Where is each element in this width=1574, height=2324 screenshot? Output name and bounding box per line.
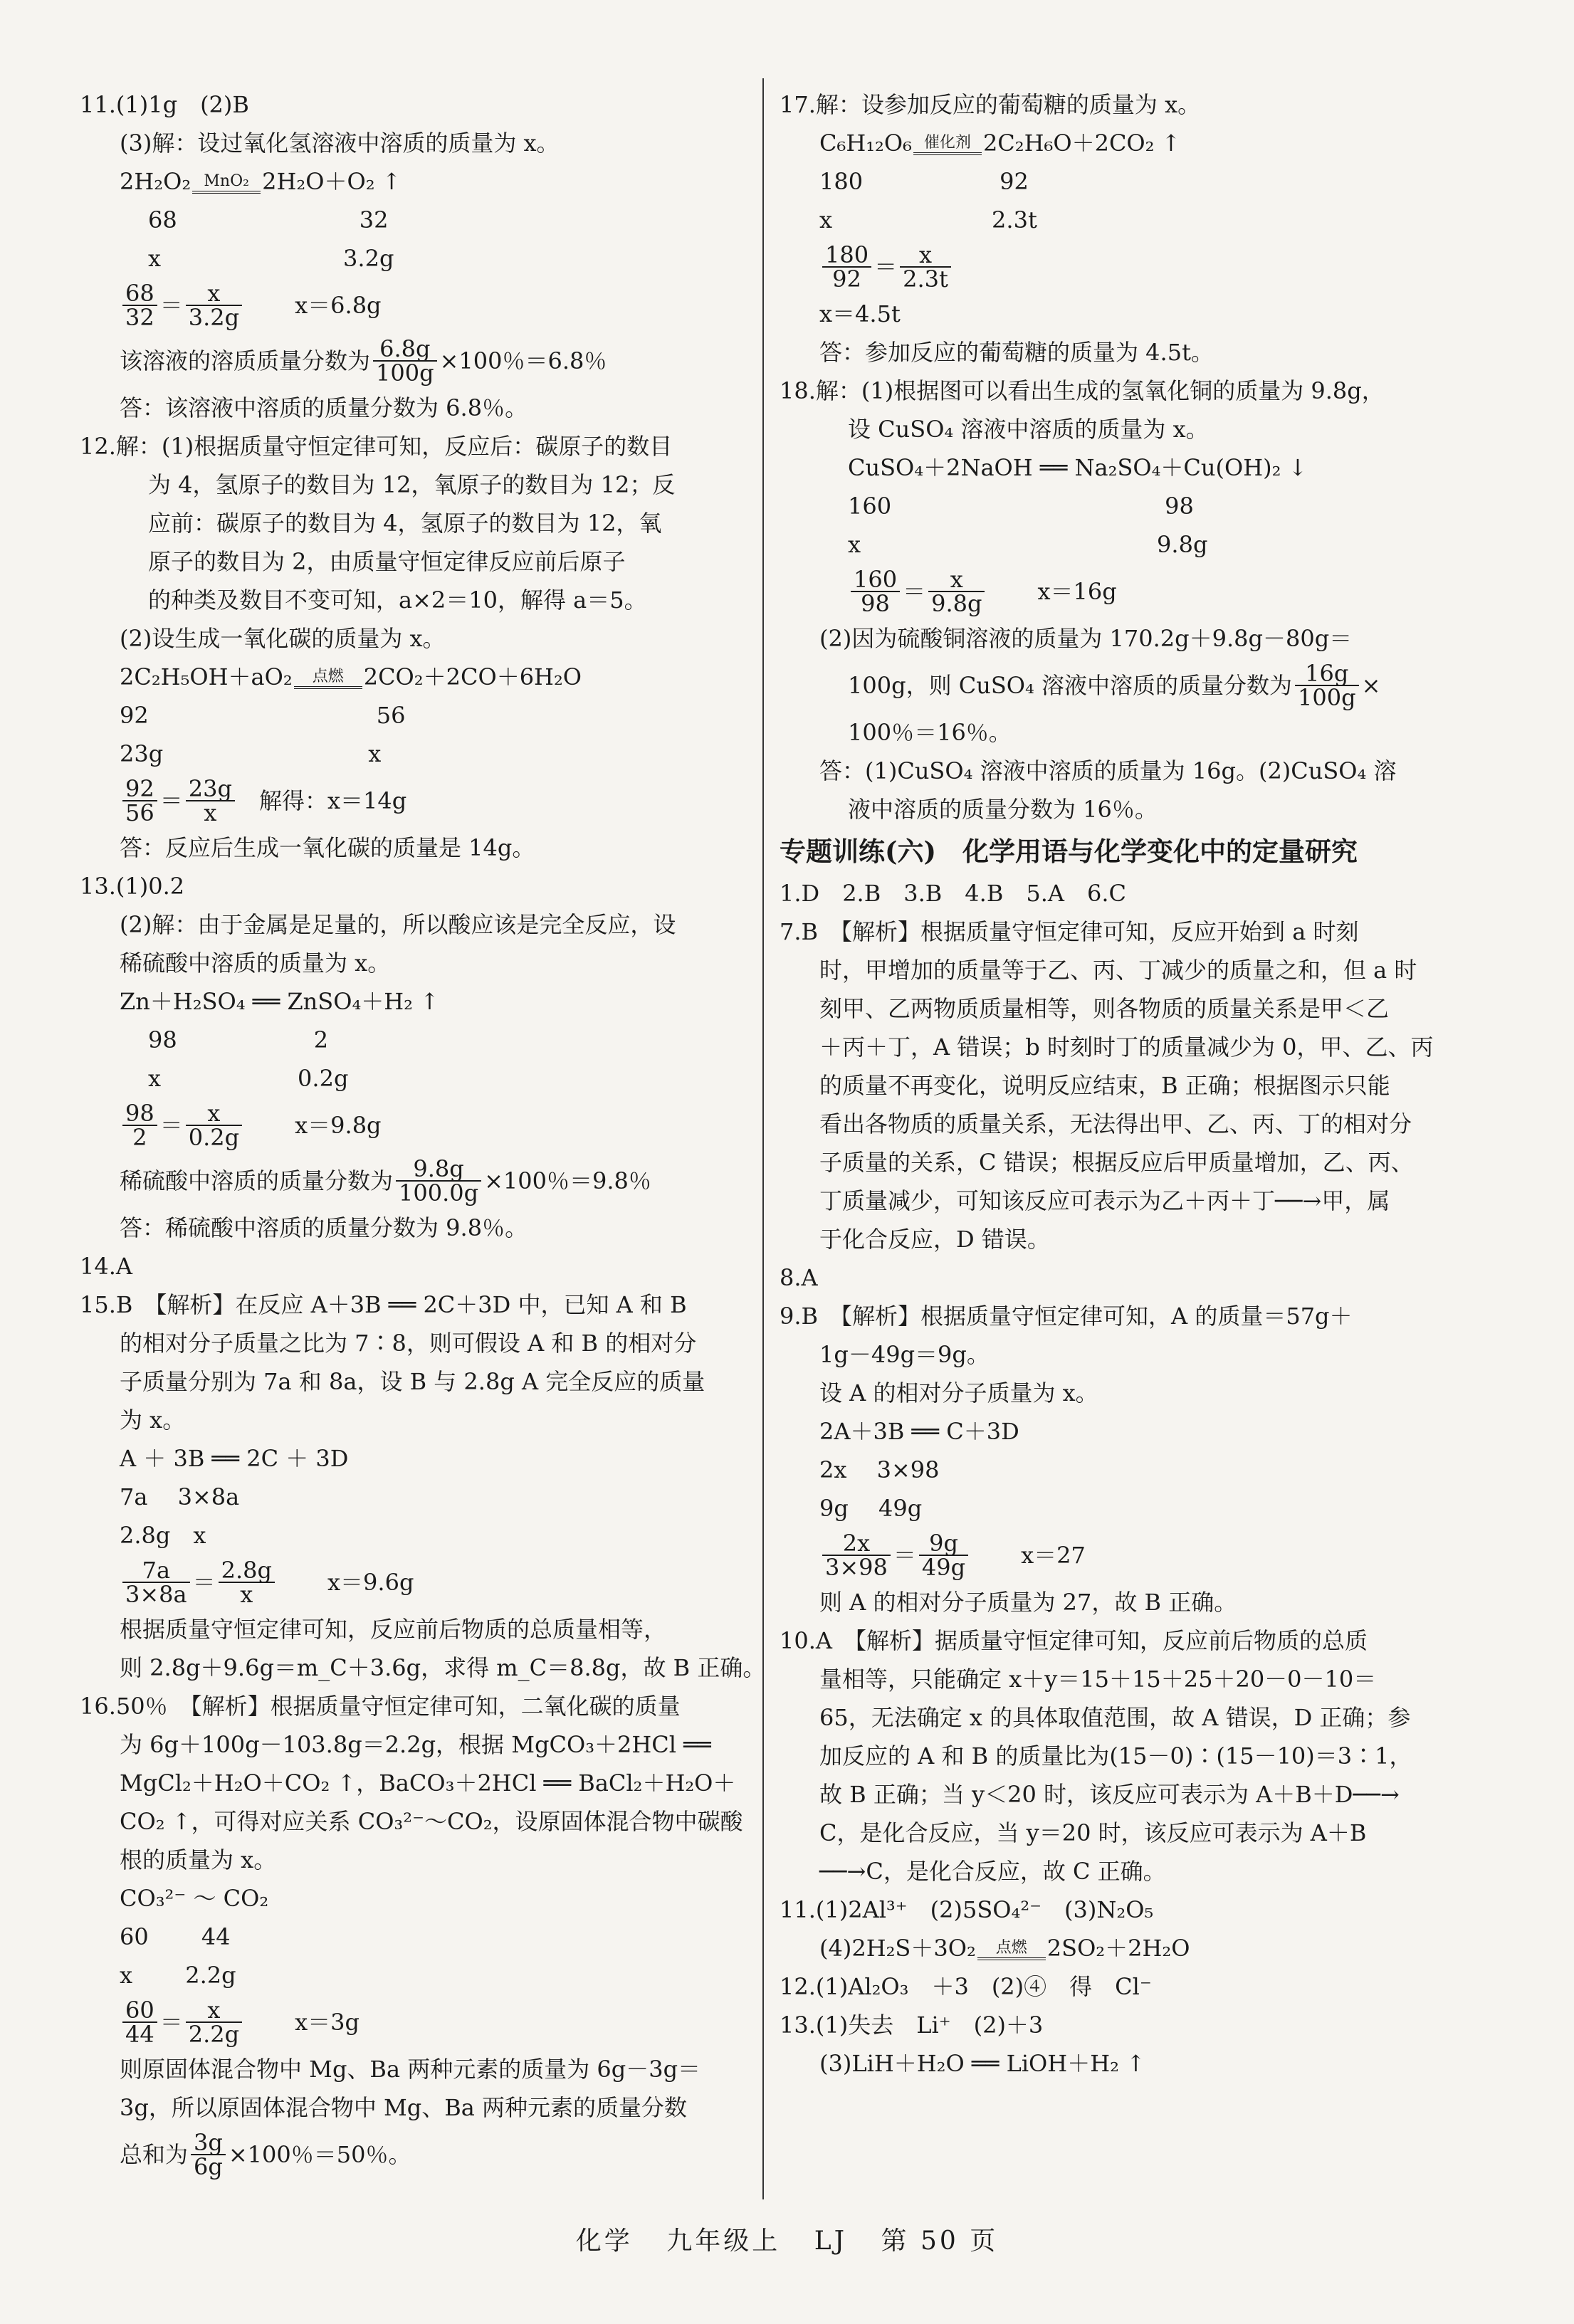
a10-line7: ──→C，是化合反应，故 C 正确。	[819, 1858, 1166, 1885]
a9-mass-row2: 9g 49g	[819, 1495, 923, 1522]
q12-eq-condition: 点燃	[312, 667, 344, 685]
q15-line5: 根据质量守恒定律可知，反应前后物质的总质量相等，	[120, 1616, 667, 1643]
q15-result: x＝9.6g	[327, 1569, 414, 1596]
q15-line3: 子质量分别为 7a 和 8a，设 B 与 2.8g A 完全反应的质量	[120, 1368, 705, 1395]
a9-result: x＝27	[1021, 1542, 1086, 1569]
q11-eq-right: 2H₂O＋O₂ ↑	[262, 168, 402, 195]
q18-conc-times: ×	[1361, 672, 1381, 699]
q12-line5: 的种类及数目不变可知，a×2＝10，解得 a＝5。	[148, 587, 647, 614]
q16-line3: MgCl₂＋H₂O＋CO₂ ↑，BaCO₃＋2HCl ══ BaCl₂＋H₂O＋	[120, 1770, 736, 1797]
q16-total-den: 6g	[194, 2153, 223, 2180]
q15-line4: 为 x。	[120, 1407, 186, 1434]
right-column	[780, 85, 1495, 2083]
q11-frac-den2: 3.2g	[188, 304, 240, 331]
a7-line6: 看出各物质的质量关系，无法得出甲、乙、丙、丁的相对分	[819, 1110, 1412, 1137]
q17-proportion: $\frac{180}{92}$ ＝ $\frac{x}{2.3t}$	[780, 239, 1495, 295]
q16-result: x＝3g	[295, 2009, 360, 2036]
q18-concentration	[780, 658, 1495, 713]
a9-equation: 2A＋3B ══ C＋3D	[819, 1418, 1019, 1445]
a7-line3: 刻甲、乙两物质质量相等，则各物质的质量关系是甲＜乙	[819, 995, 1390, 1022]
q16-proportion: $\frac{60}{44}$ ＝ $\frac{x}{2.2g}$ x＝3g	[80, 1994, 756, 2050]
q11-mass-row2: x 3.2g	[148, 245, 394, 272]
q12-frac-den2: x	[204, 799, 217, 826]
q11-result: x＝6.8g	[295, 292, 382, 319]
q15-equation: A ＋ 3B ══ 2C ＋ 3D	[120, 1445, 349, 1472]
q17-conclusion: 答：参加反应的葡萄糖的质量为 4.5t。	[819, 339, 1214, 366]
q13-conc-result: ×100％＝9.8％	[484, 1167, 651, 1194]
q16-line7: 3g，所以原固体混合物中 Mg、Ba 两种元素的质量分数	[120, 2094, 688, 2121]
a9-line1: 9.B 【解析】根据质量守恒定律可知，A 的质量＝57g＋	[780, 1303, 1353, 1330]
a8-answer: 8.A	[780, 1264, 818, 1291]
a9-line2: 1g－49g＝9g。	[819, 1341, 990, 1368]
a7-line8: 丁质量减少，可知该反应可表示为乙＋丙＋丁──→甲，属	[819, 1187, 1390, 1214]
footer-subject: 化学	[575, 2226, 633, 2256]
q11-catalyst-arrow	[192, 174, 261, 194]
q13-line3: 稀硫酸中溶质的质量为 x。	[120, 950, 391, 977]
q18-line6: 液中溶质的质量分数为 16％。	[848, 796, 1158, 823]
q17-mass-row1: 180 92	[819, 168, 1029, 195]
q13-conclusion: 答：稀硫酸中溶质的质量分数为 9.8％。	[120, 1214, 528, 1241]
q11-conc-num: 6.8g	[373, 337, 437, 362]
q17-frac-num2: x	[900, 243, 951, 268]
q16-total-result: ×100％＝50％。	[228, 2141, 411, 2168]
q13-equation: Zn＋H₂SO₄ ══ ZnSO₄＋H₂ ↑	[120, 988, 439, 1015]
q16-relation: CO₃²⁻ ～ CO₂	[120, 1885, 269, 1912]
q13-mass-row1: 98 2	[148, 1026, 329, 1053]
section-heading: 专题训练(六) 化学用语与化学变化中的定量研究	[780, 836, 1358, 867]
q11-conc-den: 100g	[376, 359, 434, 387]
q14-answer: 14.A	[80, 1253, 132, 1280]
footer-page-number: 第 50 页	[881, 2226, 999, 2256]
q12-frac-num2: 23g	[186, 777, 235, 801]
q13-mass-row2: x 0.2g	[148, 1065, 349, 1092]
q18-equation: CuSO₄＋2NaOH ══ Na₂SO₄＋Cu(OH)₂ ↓	[848, 454, 1308, 481]
q16-line4: CO₂ ↑，可得对应关系 CO₃²⁻～CO₂，设原固体混合物中碳酸	[120, 1808, 743, 1835]
q11-equation	[80, 162, 756, 201]
q11-frac-den: 32	[125, 304, 154, 331]
q12-line6: (2)设生成一氧化碳的质量为 x。	[120, 625, 446, 652]
q18-line2: 设 CuSO₄ 溶液中溶质的质量为 x。	[848, 416, 1209, 443]
q13-concentration	[80, 1153, 756, 1209]
q15-proportion: $\frac{7a}{3\times 8a}$ ＝ $\frac{2.8g}{x}$ x＝9.6g	[80, 1555, 756, 1610]
a9-frac-num: 2x	[822, 1532, 891, 1556]
q12-mass-row2: 23g x	[120, 740, 382, 767]
q12-line4: 原子的数目为 2，由质量守恒定律反应前后原子	[148, 548, 626, 575]
q12-frac-den: 56	[125, 799, 154, 826]
q12-mass-row1: 92 56	[120, 702, 406, 729]
q18-frac-num: 160	[851, 568, 900, 592]
q15-mass-row1: 7a 3×8a	[120, 1483, 240, 1510]
q17-catalyst-arrow	[913, 135, 982, 155]
q18-conc-num: 16g	[1295, 662, 1359, 686]
a10-line2: 量相等，只能确定 x＋y＝15＋15＋25＋20－0－10＝	[819, 1666, 1377, 1693]
q13-proportion: $\frac{98}{2}$ ＝ $\frac{x}{0.2g}$ x＝9.8g	[80, 1098, 756, 1153]
a7-line5: 的质量不再变化，说明反应结束，B 正确；根据图示只能	[819, 1072, 1390, 1099]
a12-answer: 12.(1)Al₂O₃ ＋3 (2)④ 得 Cl⁻	[780, 1973, 1152, 2000]
q17-frac-den: 92	[832, 265, 861, 293]
q16-mass-row1: 60 44	[120, 1923, 231, 1950]
q16-total-text: 总和为	[120, 2141, 189, 2168]
q15-frac-num: 7a	[122, 1559, 190, 1583]
q11-proportion: $\frac{68}{32}$ ＝ $\frac{x}{3.2g}$ x＝6.8g	[80, 278, 756, 333]
q15-frac-den2: x	[240, 1581, 253, 1608]
a9-frac-den2: 49g	[921, 1554, 966, 1581]
a9-line4: 则 A 的相对分子质量为 27，故 B 正确。	[819, 1589, 1237, 1616]
q12-result: 解得：x＝14g	[258, 787, 407, 814]
a11-condition-arrow	[977, 1940, 1046, 1960]
q12-condition-arrow	[294, 669, 362, 689]
q12-line1: 12.解：(1)根据质量守恒定律可知，反应后：碳原子的数目	[80, 433, 673, 460]
q15-frac-num2: 2.8g	[219, 1559, 275, 1583]
q11-concentration	[80, 333, 756, 389]
a7-line7: 子质量的关系，C 错误；根据反应后甲质量增加，乙、丙、	[819, 1149, 1414, 1176]
q17-frac-num: 180	[822, 243, 871, 268]
q12-eq-right: 2CO₂＋2CO＋6H₂O	[363, 663, 582, 690]
q13-frac-num2: x	[186, 1102, 242, 1126]
q18-proportion: $\frac{160}{98}$ ＝ $\frac{x}{9.8g}$ x＝16g	[780, 564, 1495, 619]
q13-frac-num: 98	[122, 1102, 157, 1126]
q13-line2: (2)解：由于金属是足量的，所以酸应该是完全反应，设	[120, 911, 676, 938]
q12-proportion: $\frac{92}{56}$ ＝ $\frac{23g}{x}$ 解得：x＝14g	[80, 773, 756, 829]
a11-line1: 11.(1)2Al³⁺ (2)5SO₄²⁻ (3)N₂O₅	[780, 1896, 1154, 1923]
q16-line5: 根的质量为 x。	[120, 1846, 277, 1873]
a10-line3: 65，无法确定 x 的具体取值范围，故 A 错误，D 正确；参	[819, 1704, 1411, 1731]
q18-line1: 18.解：(1)根据图可以看出生成的氢氧化铜的质量为 9.8g，	[780, 377, 1385, 404]
q12-line2: 为 4，氢原子的数目为 12，氧原子的数目为 12；反	[148, 471, 676, 498]
a9-line3: 设 A 的相对分子质量为 x。	[819, 1379, 1098, 1407]
q16-total-num: 3g	[191, 2131, 226, 2155]
q11-conc-result: ×100％＝6.8％	[439, 347, 607, 374]
q12-conclusion: 答：反应后生成一氧化碳的质量是 14g。	[120, 834, 535, 861]
left-column	[80, 85, 766, 2182]
q11-conc-text: 该溶液的溶质质量分数为	[120, 347, 371, 374]
q18-frac-num2: x	[928, 568, 985, 592]
a9-mass-row1: 2x 3×98	[819, 1456, 940, 1483]
a7-line4: ＋丙＋丁，A 错误；b 时刻时丁的质量减少为 0，甲、乙、丙	[819, 1034, 1434, 1061]
a11-equation	[780, 1929, 1495, 1967]
q11-eq-left: 2H₂O₂	[120, 168, 191, 195]
a7-line1: 7.B 【解析】根据质量守恒定律可知，反应开始到 a 时刻	[780, 918, 1359, 945]
q16-frac-den: 44	[125, 2021, 154, 2048]
q15-line2: 的相对分子质量之比为 7∶8，则可假设 A 和 B 的相对分	[120, 1330, 697, 1357]
q11-frac-num2: x	[186, 282, 242, 306]
q18-frac-den2: 9.8g	[931, 590, 982, 617]
q13-frac-den: 2	[132, 1124, 147, 1151]
q15-line6: 则 2.8g＋9.6g＝m_C＋3.6g，求得 m_C＝8.8g，故 B 正确。	[120, 1654, 766, 1681]
a11-eq-right: 2SO₂＋2H₂O	[1046, 1935, 1190, 1962]
q11-frac-num: 68	[122, 282, 157, 306]
a7-line9: 于化合反应，D 错误。	[819, 1226, 1050, 1253]
q16-frac-den2: 2.2g	[188, 2021, 240, 2048]
q12-equation	[80, 658, 756, 696]
a13-line2: (3)LiH＋H₂O ══ LiOH＋H₂ ↑	[819, 2050, 1145, 2077]
q11-eq-catalyst: MnO₂	[204, 172, 249, 190]
q18-result: x＝16g	[1037, 578, 1117, 605]
q13-conc-text: 稀硫酸中溶质的质量分数为	[120, 1167, 394, 1194]
q17-eq-catalyst: 催化剂	[923, 133, 971, 152]
q11-answer: 11.(1)1g (2)B	[80, 91, 249, 118]
a9-frac-den: 3×98	[825, 1554, 888, 1581]
q11-mass-row1: 68 32	[148, 206, 389, 233]
q16-line1: 16.50％ 【解析】根据质量守恒定律可知，二氧化碳的质量	[80, 1693, 681, 1720]
q18-line5: 答：(1)CuSO₄ 溶液中溶质的质量为 16g。(2)CuSO₄ 溶	[819, 757, 1397, 784]
q13-conc-den: 100.0g	[399, 1179, 479, 1206]
q15-mass-row2: 2.8g x	[120, 1522, 206, 1549]
q16-line2: 为 6g＋100g－103.8g＝2.2g，根据 MgCO₃＋2HCl ══	[120, 1731, 711, 1758]
q12-eq-left: 2C₂H₅OH＋aO₂	[120, 663, 293, 690]
q11-conclusion: 答：该溶液中溶质的质量分数为 6.8％。	[120, 394, 528, 421]
answers-1-6: 1.D 2.B 3.B 4.B 5.A 6.C	[780, 880, 1126, 907]
page-footer	[0, 2221, 1574, 2257]
q16-mass-row2: x 2.2g	[120, 1962, 236, 1989]
q17-equation	[780, 124, 1495, 162]
q15-frac-den: 3×8a	[125, 1581, 187, 1608]
q18-frac-den: 98	[861, 590, 890, 617]
a10-line1: 10.A 【解析】据质量守恒定律可知，反应前后物质的总质	[780, 1627, 1368, 1654]
a13-line1: 13.(1)失去 Li⁺ (2)＋3	[780, 2012, 1044, 2039]
q16-line6: 则原固体混合物中 Mg、Ba 两种元素的质量为 6g－3g＝	[120, 2056, 701, 2083]
a7-line2: 时，甲增加的质量等于乙、丙、丁减少的质量之和，但 a 时	[819, 957, 1417, 984]
q13-line1: 13.(1)0.2	[80, 873, 185, 900]
q18-conc-den: 100g	[1298, 684, 1356, 711]
q17-mass-row2: x 2.3t	[819, 206, 1037, 233]
q11-setup: (3)解：设过氧化氢溶液中溶质的质量为 x。	[120, 130, 560, 157]
a10-line4: 加反应的 A 和 B 的质量比为(15－0)∶(15－10)＝3∶1，	[819, 1742, 1412, 1770]
a11-eq-condition: 点燃	[995, 1938, 1027, 1957]
footer-edition: LJ	[814, 2226, 848, 2256]
q17-eq-right: 2C₂H₆O＋2CO₂ ↑	[982, 130, 1181, 157]
q12-frac-num: 92	[122, 777, 157, 801]
q17-line1: 17.解：设参加反应的葡萄糖的质量为 x。	[780, 91, 1201, 118]
q13-frac-den2: 0.2g	[188, 1124, 240, 1151]
footer-grade: 九年级上	[666, 2226, 781, 2256]
q13-result: x＝9.8g	[295, 1112, 382, 1139]
q18-line4: 100％＝16％。	[848, 719, 1012, 746]
q17-frac-den2: 2.3t	[903, 265, 948, 293]
a10-line6: C，是化合反应，当 y＝20 时，该反应可表示为 A＋B	[819, 1819, 1367, 1846]
q18-mass-row2: x 9.8g	[848, 531, 1208, 558]
q17-result: x＝4.5t	[819, 300, 901, 327]
q18-conc-text: 100g，则 CuSO₄ 溶液中溶质的质量分数为	[848, 672, 1292, 699]
q17-eq-left: C₆H₁₂O₆	[819, 130, 912, 157]
a11-eq-left: (4)2H₂S＋3O₂	[819, 1935, 976, 1962]
q16-frac-num: 60	[122, 1999, 157, 2023]
q18-mass-row1: 160 98	[848, 493, 1194, 520]
q15-line1: 15.B 【解析】在反应 A＋3B ══ 2C＋3D 中，已知 A 和 B	[80, 1291, 687, 1318]
a9-frac-num2: 9g	[919, 1532, 968, 1556]
q12-line3: 应前：碳原子的数目为 4，氢原子的数目为 12，氧	[148, 510, 662, 537]
a9-proportion: $\frac{2x}{3\times 98}$ ＝ $\frac{9g}{49g}$ x＝27	[780, 1528, 1495, 1583]
q13-conc-num: 9.8g	[396, 1157, 481, 1182]
q18-line3: (2)因为硫酸铜溶液的质量为 170.2g＋9.8g－80g＝	[819, 625, 1353, 652]
q16-total	[80, 2127, 756, 2182]
column-divider	[762, 78, 764, 2199]
a10-line5: 故 B 正确；当 y＜20 时，该反应可表示为 A＋B＋D──→	[819, 1781, 1400, 1808]
q16-frac-num2: x	[186, 1999, 242, 2023]
